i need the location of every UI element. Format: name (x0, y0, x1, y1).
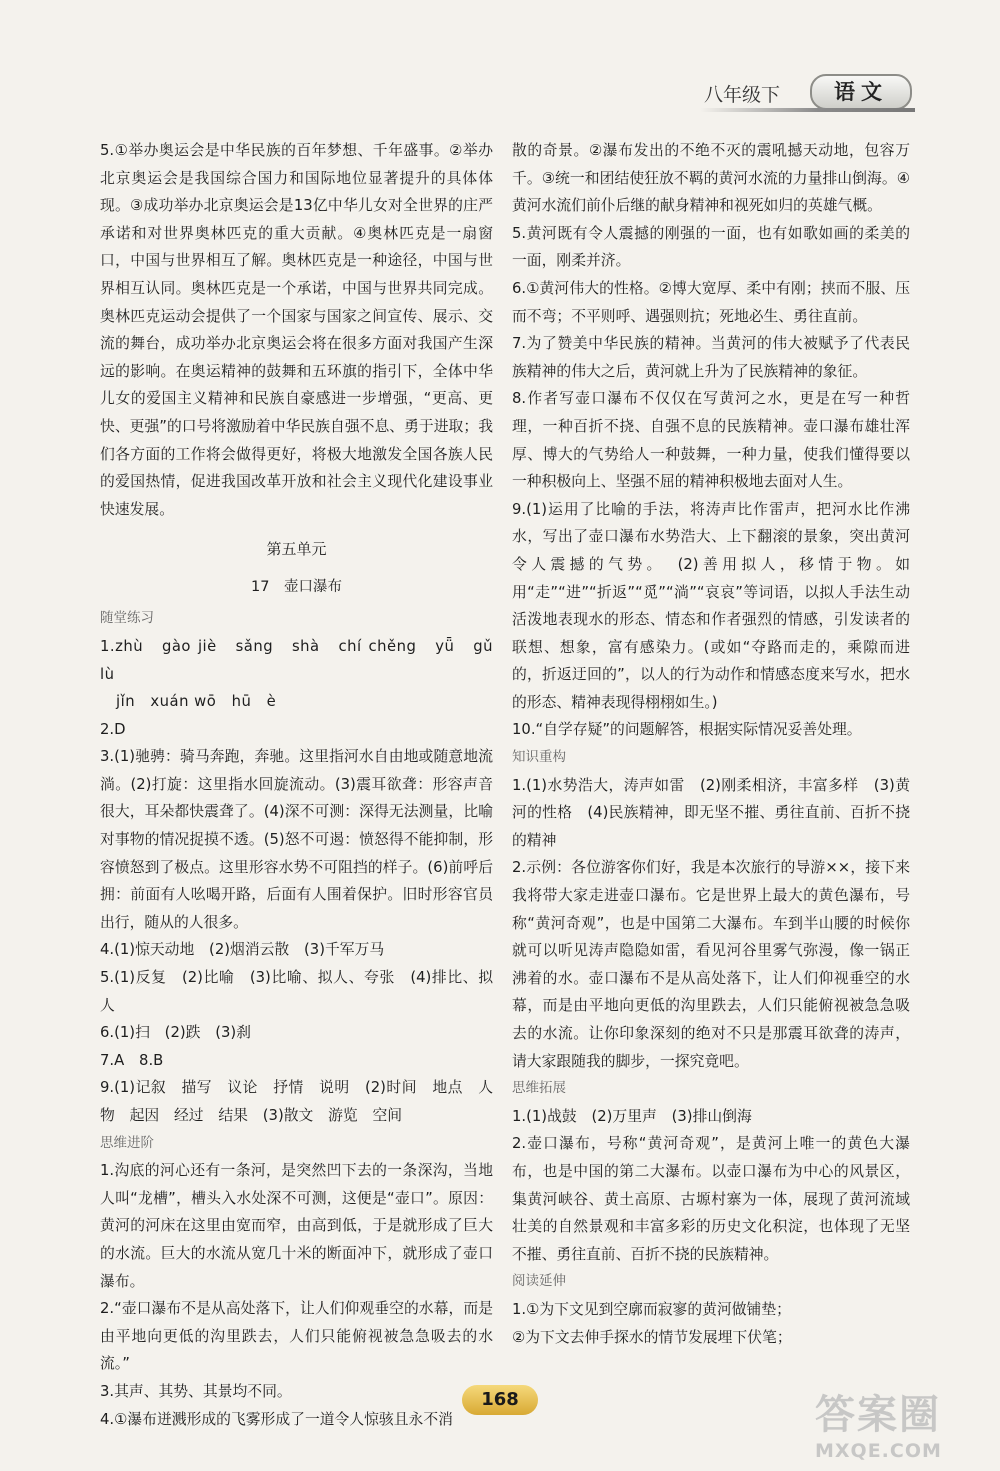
answer-item: 3.其声、其势、其景均不同。 (100, 1382, 292, 1400)
answer-item: 10.“自学存疑”的问题解答，根据实际情况妥善处理。 (512, 721, 862, 739)
answer-item: 1.沟底的河心还有一条河，是突然凹下去的一条深沟，当地人叫“龙槽”，槽头入水处深不可测，这便是“壶口”。原因：黄河的河床在这里由宽而窄，由高到低，于是就形成了巨大的水流。巨大的水流从宽几十米的断面冲下，就形成了壶口瀑布。 (100, 1162, 493, 1290)
answer-item: 5.(1)反复 (2)比喻 (3)比喻、拟人、夸张 (4)排比、拟人 (100, 969, 493, 1014)
answer-item: 1.(1)战鼓 (2)万里声 (3)排山倒海 (512, 1107, 752, 1125)
page-header (700, 72, 915, 112)
answer-item: 1.(1)水势浩大，涛声如雷 (2)刚柔相济，丰富多样 (3)黄河的性格 (4)民族精神，即无坚不摧、勇往直前、百折不挠的精神 (512, 776, 910, 849)
answer-item: 2.D (100, 720, 126, 738)
header-divider (700, 108, 915, 112)
section-heading-thinking: 思维进阶 (100, 1134, 154, 1151)
answer-item: 5.黄河既有令人震撼的刚强的一面，也有如歌如画的柔美的一面，刚柔并济。 (512, 224, 910, 270)
answer-item: 6.(1)扫 (2)跌 (3)刹 (100, 1024, 251, 1042)
answer-item: jǐn xuán wō hū è (116, 693, 277, 711)
page-number: 168 (462, 1385, 538, 1415)
answer-item: 8.作者写壶口瀑布不仅仅在写黄河之水，更是在写一种哲理，一种百折不挠、自强不息的民族精神。壶口瀑布雄壮浑厚、博大的气势给人一种鼓舞，一种力量，使我们懂得要以一种积极向上、坚强不屈的精神积极地去面对人生。 (512, 390, 910, 491)
answer-item: 6.①黄河伟大的性格。②博大宽厚、柔中有刚；挟而不服、压而不弯；不平则呼、遇强则抗；死地必生、勇往直前。 (512, 279, 910, 325)
answer-item: 3.(1)驰骋：骑马奔跑，奔驰。这里指河水自由地或随意地流淌。(2)打旋：这里指水回旋流动。(3)震耳欲聋：形容声音很大，耳朵都快震聋了。(4)深不可测：深得无法测量，比喻对事物的情况捉摸不透。(5)怒不可遏：愤怒得不能抑制，形容愤怒到了极点。这里形容水势不可阻挡的样子。(6)前呼后拥：前面有人吆喝开路，后面有人围着保护。旧时形容官员出行，随从的人很多。 (100, 748, 493, 931)
answer-item: 7.A 8.B (100, 1051, 164, 1069)
unit-title: 第五单元 (266, 540, 327, 559)
answer-item: ②为下文去伸手探水的情节发展埋下伏笔； (512, 1328, 792, 1346)
answer-item: 散的奇景。②瀑布发出的不绝不灭的震吼撼天动地，包容万千。③统一和团结使狂放不羁的黄河水流的力量排山倒海。④黄河水流们前仆后继的献身精神和视死如归的英雄气概。 (512, 142, 910, 215)
watermark-text: 答案圈 (815, 1392, 941, 1438)
section-heading-knowledge: 知识重构 (512, 749, 566, 766)
answer-item: 2.示例：各位游客你们好，我是本次旅行的导游××，接下来我将带大家走进壶口瀑布。它是世界上最大的黄色瀑布，号称“黄河奇观”，也是中国第二大瀑布。车到半山腰的时候你就可以听见涛声隐隐如雷，看见河谷里雾气弥漫，像一锅正沸着的水。壶口瀑布不是从高处落下，让人们仰视垂空的水幕，而是由平地向更低的沟里跌去，人们只能俯视被急急吸去的水流。让你印象深刻的绝对不只是那震耳欲聋的涛声，请大家跟随我的脚步，一探究竟吧。 (512, 859, 910, 1070)
watermark-logo (815, 1390, 995, 1465)
answer-item: 2.壶口瀑布，号称“黄河奇观”，是黄河上唯一的黄色大瀑布，也是中国的第二大瀑布。以壶口瀑布为中心的风景区，集黄河峡谷、黄土高原、古塬村寨为一体，展现了黄河流域壮美的自然景观和丰富多彩的历史文化积淀，也体现了无坚不摧、勇往直前、百折不挠的民族精神。 (512, 1135, 910, 1263)
answer-item: 1.①为下文见到空廓而寂寥的黄河做铺垫； (512, 1300, 791, 1318)
section-heading-reading: 阅读延伸 (512, 1273, 566, 1290)
answer-item: 4.(1)惊天动地 (2)烟消云散 (3)千军万马 (100, 941, 385, 959)
answer-item: 9.(1)记叙 描写 议论 抒情 说明 (2)时间 地点 人物 起因 经过 结果 (3)散文 游览 空间 (100, 1079, 493, 1124)
answer-item: 1.zhù gào jiè sǎng shà chí chěng yǖ gǔ lù (100, 637, 509, 683)
answer-item: 2.“壶口瀑布不是从高处落下，让人们仰观垂空的水幕，而是由平地向更低的沟里跌去，人们只能俯视被急急吸去的水流。” (100, 1300, 493, 1373)
section-heading-practice: 随堂练习 (100, 610, 154, 627)
paragraph: 5.①举办奥运会是中华民族的百年梦想、千年盛事。②举办北京奥运会是我国综合国力和国际地位显著提升的具体体现。③成功举办北京奥运会是13亿中华儿女对全世界的庄严承诺和对世界奥林匹克的重大贡献。④奥林匹克是一扇窗口，中国与世界相互了解。奥林匹克是一种途径，中国与世界相互认同。奥林匹克是一个承诺，中国与世界共同完成。奥林匹克运动会提供了一个国家与国家之间宣传、展示、交流的舞台，成功举办北京奥运会将在很多方面对我国产生深远的影响。在奥运精神的鼓舞和五环旗的指引下，全体中华儿女的爱国主义精神和民族自豪感进一步增强，“更高、更快、更强”的口号将激励着中华民族自强不息、勇于进取；我们各方面的工作将会做得更好，将极大地激发全国各族人民的爱国热情，促进我国改革开放和社会主义现代化建设事业快速发展。 (100, 142, 493, 518)
grade-label: 八年级下 (704, 84, 781, 106)
answer-item: 9.(1)运用了比喻的手法，将涛声比作雷声，把河水比作沸水，写出了壶口瀑布水势浩大、上下翻滚的景象，突出黄河令人震撼的气势。 (2)善用拟人，移情于物。如用“走”“进”“折返”“觅”“淌”“哀哀”等词语，以拟人手法生动活泼地表现水的形态、情态和作者强烈的情感，引发读者的联想、想象，富有感染力。(或如“夺路而走的，乘隙而进的，折返迂回的”，以人的行为动作和情感态度来写水，把水的形态、精神表现得栩栩如生。) (512, 500, 910, 711)
watermark-url: MXQE.COM (815, 1440, 942, 1462)
section-heading-expand: 思维拓展 (512, 1080, 566, 1097)
subject-badge: 语文 (810, 74, 912, 110)
lesson-title: 17 壶口瀑布 (251, 579, 342, 596)
answer-item: 4.①瀑布迸溅形成的飞雾形成了一道令人惊骇且永不消 (100, 1410, 453, 1428)
answer-item: 7.为了赞美中华民族的精神。当黄河的伟大被赋予了代表民族精神的伟大之后，黄河就上升为了民族精神的象征。 (512, 335, 910, 380)
right-column (512, 137, 910, 1351)
